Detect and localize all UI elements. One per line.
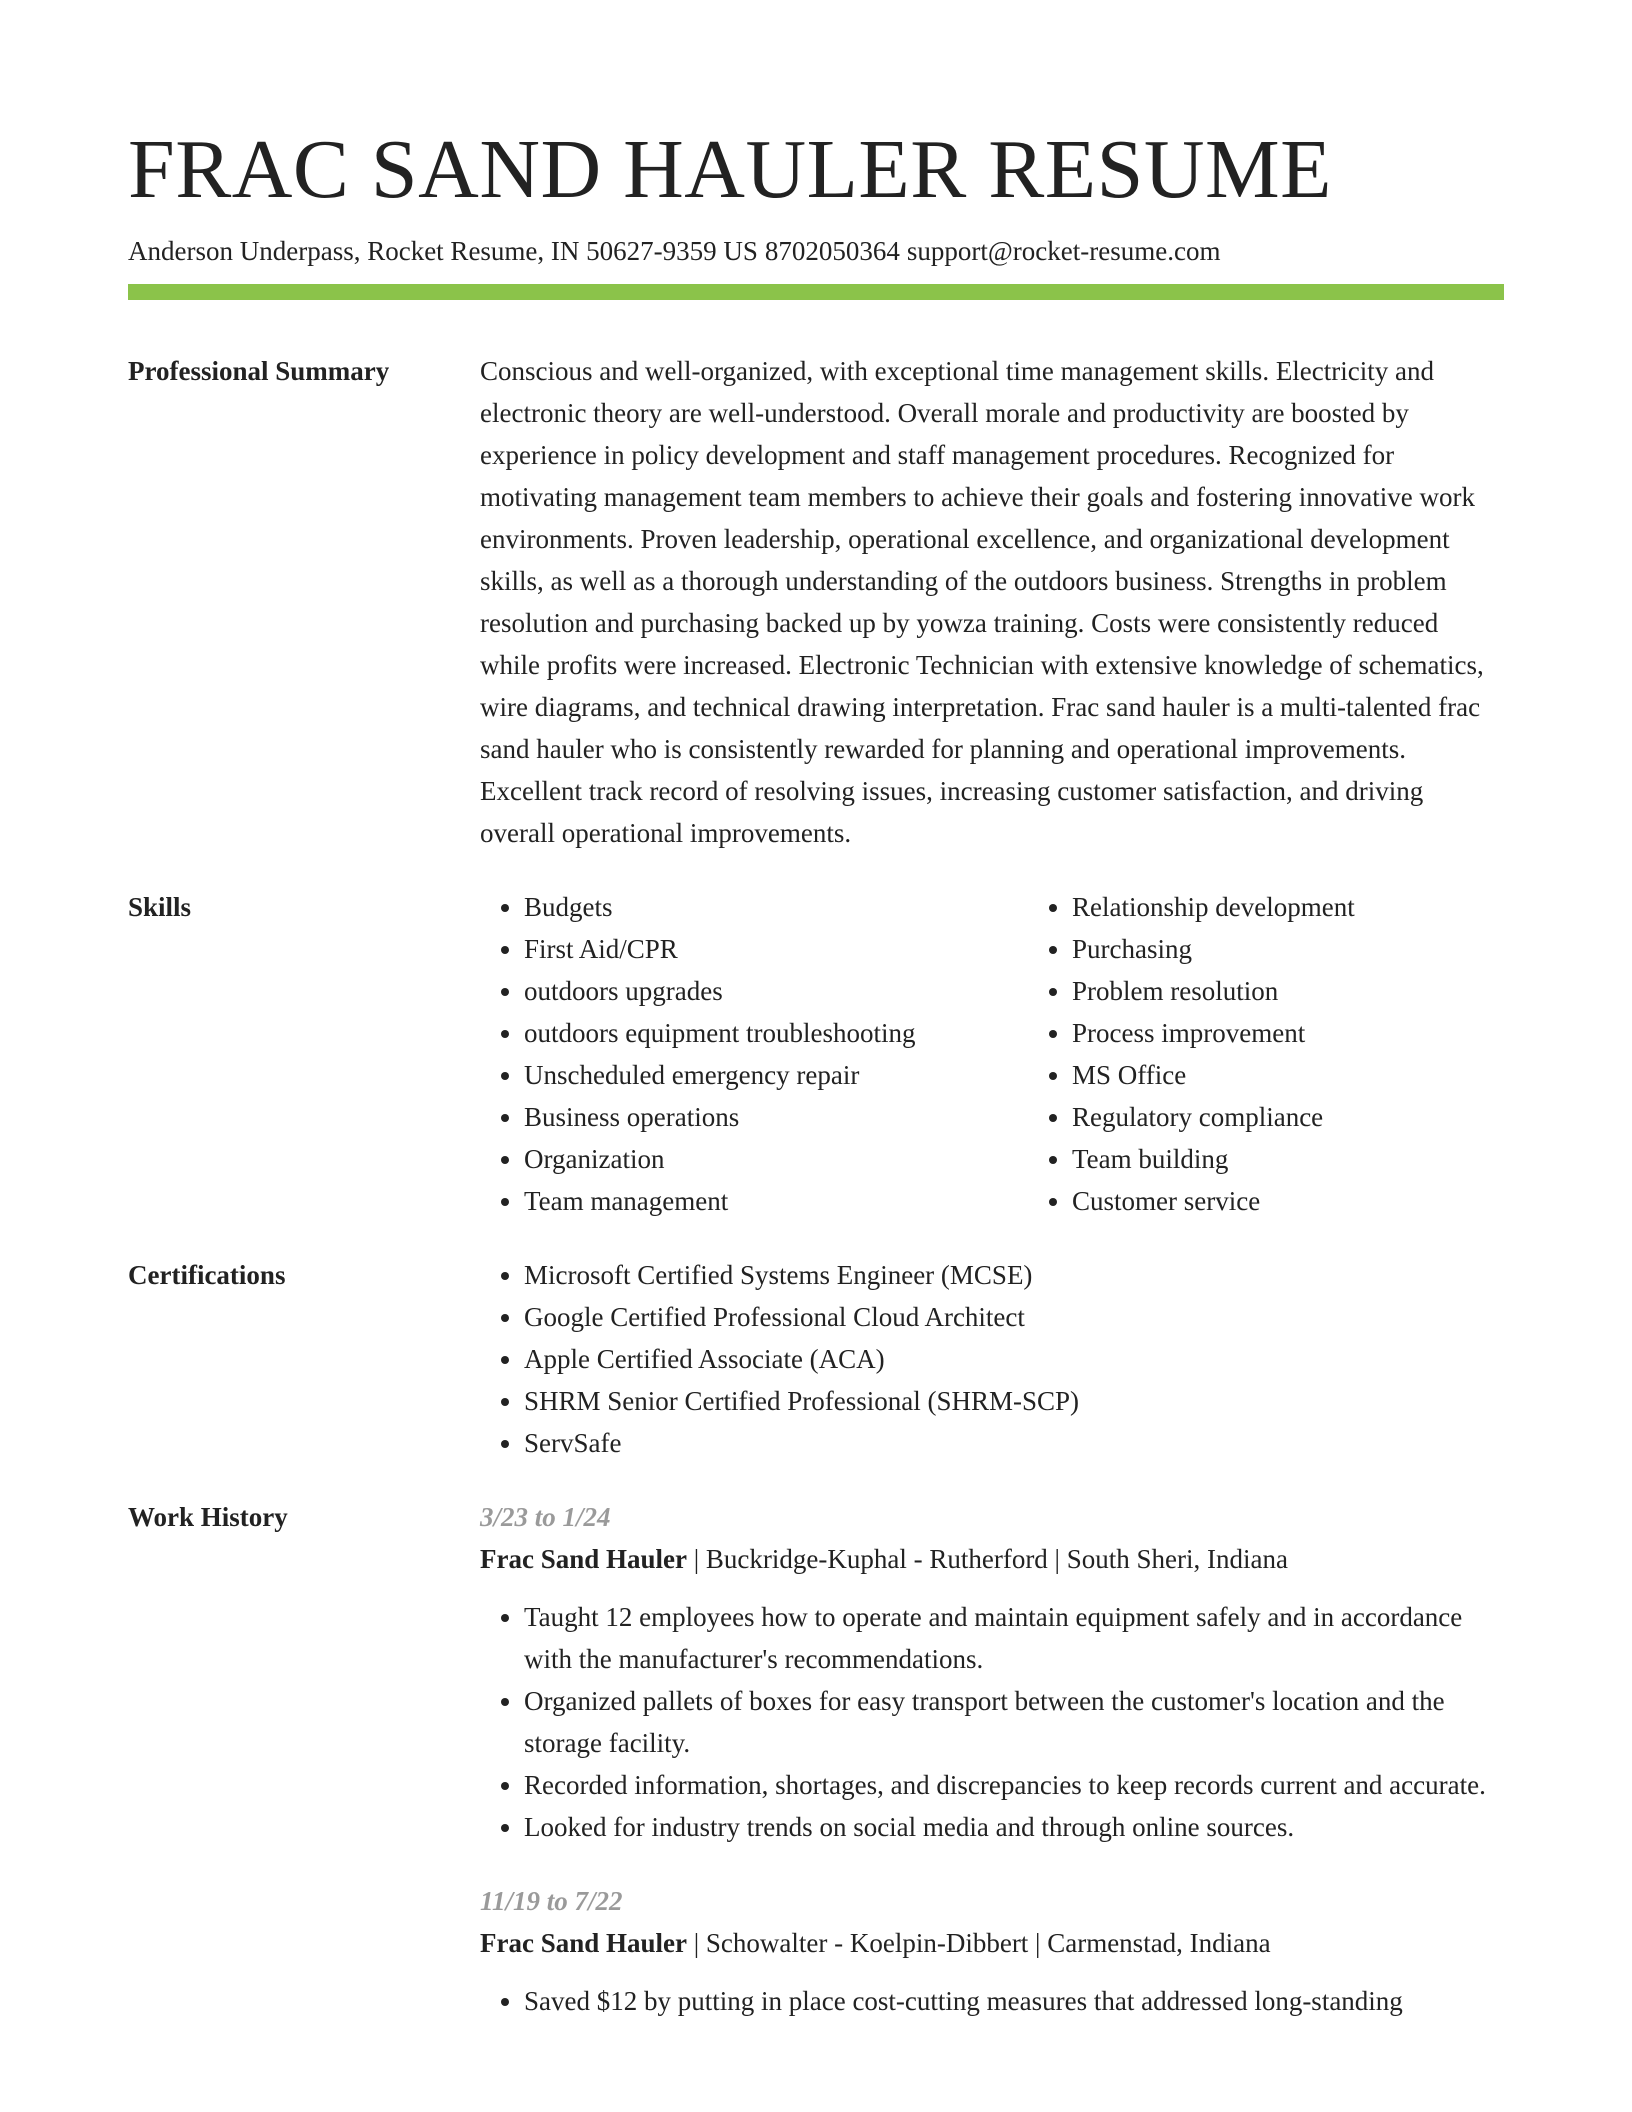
skill-item: • outdoors equipment troubleshooting (524, 1012, 1028, 1054)
skills-section (128, 886, 1504, 1222)
skill-item: • MS Office (1072, 1054, 1504, 1096)
certifications-section (128, 1254, 1504, 1464)
job-header (480, 1538, 1504, 1580)
job-dates: 3/23 to 1/24 (480, 1502, 611, 1532)
resume-page (128, 120, 1504, 2022)
skill-item: • Process improvement (1072, 1012, 1504, 1054)
contact-line (128, 232, 1504, 270)
job-employer: | Schowalter - Koelpin-Dibbert | Carmenstad, Indiana (693, 1928, 1271, 1958)
job-header (480, 1922, 1504, 1964)
skill-item: • Purchasing (1072, 928, 1504, 970)
certification-item: • Google Certified Professional Cloud Architect (524, 1296, 1504, 1338)
certification-item: • Microsoft Certified Systems Engineer (MCSE) (524, 1254, 1504, 1296)
skill-item: • Customer service (1072, 1180, 1504, 1222)
certifications-list (480, 1254, 1504, 1464)
job-title: Frac Sand Hauler (480, 1544, 687, 1574)
certification-item: • ServSafe (524, 1422, 1504, 1464)
contact-email: support@rocket-resume.com (906, 236, 1221, 266)
resume-title: FRAC SAND HAULER RESUME (128, 123, 1332, 216)
skill-item: • Regulatory compliance (1072, 1096, 1504, 1138)
summary-heading: Professional Summary (128, 356, 390, 386)
job-bullets (480, 1980, 1504, 2022)
skill-item: • First Aid/CPR (524, 928, 1028, 970)
skill-item: • Problem resolution (1072, 970, 1504, 1012)
skills-list-right (1028, 886, 1504, 1222)
skill-item: • Team management (524, 1180, 1028, 1222)
certification-item: • Apple Certified Associate (ACA) (524, 1338, 1504, 1380)
skill-item: • Relationship development (1072, 886, 1504, 928)
summary-text: Conscious and well-organized, with exceptional time management skills. Electricity and electronic theory are well-understood. Overall morale and productivity are boosted by experience in policy development and staff management procedures. Recognized for motivating management team members to achieve their goals and fostering innovative work environments. Proven leadership, operational excellence, and organizational development skills, as well as a thorough understanding of the outdoors business. Strengths in problem resolution and purchasing backed up by yowza training. Costs were consistently reduced while profits were increased. Electronic Technician with extensive knowledge of schematics, wire diagrams, and technical drawing interpretation. Frac sand hauler is a multi-talented frac sand hauler who is consistently rewarded for planning and operational improvements. Excellent track record of resolving issues, increasing customer satisfaction, and driving overall operational improvements. (480, 356, 1484, 848)
job-bullets (480, 1596, 1504, 1848)
job-bullet: • Saved $12 by putting in place cost-cutting measures that addressed long-standing (524, 1980, 1504, 2022)
skill-item: • Organization (524, 1138, 1028, 1180)
job-entry (480, 1880, 1504, 2022)
job-bullet: • Taught 12 employees how to operate and maintain equipment safely and in accordance with the manufacturer's recommendations. (524, 1596, 1504, 1680)
job-bullet: • Recorded information, shortages, and discrepancies to keep records current and accurate. (524, 1764, 1504, 1806)
contact-phone: 8702050364 (764, 236, 900, 266)
skills-list-left (480, 886, 1028, 1222)
contact-address: Anderson Underpass, Rocket Resume, IN 50627-9359 US (128, 236, 758, 266)
work-history-heading: Work History (128, 1502, 288, 1532)
job-entry (480, 1496, 1504, 1848)
summary-section (128, 350, 1504, 854)
skill-item: • Budgets (524, 886, 1028, 928)
job-dates: 11/19 to 7/22 (480, 1886, 623, 1916)
certification-item: • SHRM Senior Certified Professional (SHRM-SCP) (524, 1380, 1504, 1422)
job-bullet: • Organized pallets of boxes for easy transport between the customer's location and the storage facility. (524, 1680, 1504, 1764)
skill-item: • Business operations (524, 1096, 1028, 1138)
skill-item: • outdoors upgrades (524, 970, 1028, 1012)
job-bullet: • Looked for industry trends on social media and through online sources. (524, 1806, 1504, 1848)
skills-heading: Skills (128, 892, 192, 922)
certifications-heading: Certifications (128, 1260, 286, 1290)
job-title: Frac Sand Hauler (480, 1928, 687, 1958)
accent-divider (128, 284, 1504, 300)
skill-item: • Unscheduled emergency repair (524, 1054, 1028, 1096)
work-history-section (128, 1496, 1504, 2022)
skill-item: • Team building (1072, 1138, 1504, 1180)
job-employer: | Buckridge-Kuphal - Rutherford | South Sheri, Indiana (693, 1544, 1288, 1574)
